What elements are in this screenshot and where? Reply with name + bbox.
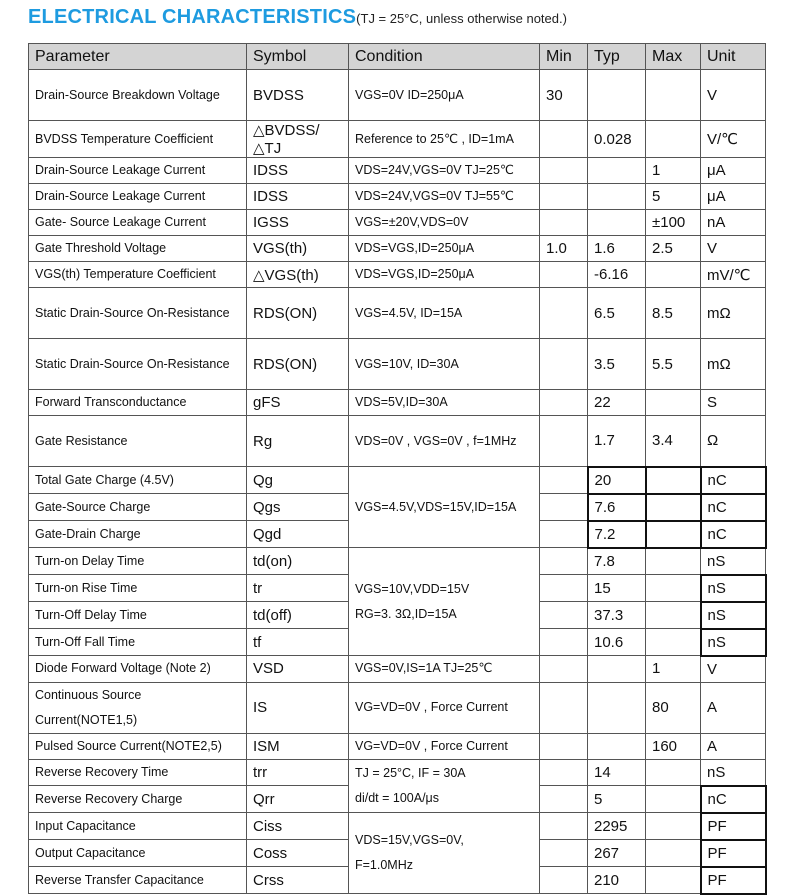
table-row bbox=[29, 548, 766, 575]
condition-cell: VGS=10V, ID=30A bbox=[349, 339, 540, 390]
unit-cell: nS bbox=[701, 575, 766, 602]
symbol-cell: △VGS(th) bbox=[247, 262, 349, 288]
unit-cell: PF bbox=[701, 840, 766, 867]
typ-cell: 7.6 bbox=[588, 494, 646, 521]
parameter-cell: Turn-Off Fall Time bbox=[29, 629, 247, 656]
condition-cell: VGS=4.5V, ID=15A bbox=[349, 288, 540, 339]
min-cell bbox=[540, 548, 588, 575]
symbol-cell: trr bbox=[247, 759, 349, 786]
symbol-cell: IS bbox=[247, 682, 349, 733]
unit-cell: nS bbox=[701, 629, 766, 656]
max-cell bbox=[646, 521, 701, 548]
typ-cell: 1.6 bbox=[588, 236, 646, 262]
min-cell bbox=[540, 786, 588, 813]
unit-cell: mV/℃ bbox=[701, 262, 766, 288]
parameter-cell: Output Capacitance bbox=[29, 840, 247, 867]
symbol-cell: IGSS bbox=[247, 210, 349, 236]
typ-cell bbox=[588, 210, 646, 236]
unit-cell: PF bbox=[701, 813, 766, 840]
max-cell bbox=[646, 867, 701, 894]
symbol-cell: Coss bbox=[247, 840, 349, 867]
condition-cell: VDS=VGS,ID=250μA bbox=[349, 262, 540, 288]
condition-cell: VG=VD=0V , Force Current bbox=[349, 682, 540, 733]
parameter-cell: Reverse Transfer Capacitance bbox=[29, 867, 247, 894]
table-row bbox=[29, 184, 766, 210]
min-cell bbox=[540, 575, 588, 602]
min-cell bbox=[540, 390, 588, 416]
unit-cell: mΩ bbox=[701, 288, 766, 339]
max-cell bbox=[646, 548, 701, 575]
max-cell bbox=[646, 70, 701, 121]
max-cell: 160 bbox=[646, 733, 701, 759]
typ-cell: 0.028 bbox=[588, 121, 646, 158]
condition-cell: VGS=4.5V,VDS=15V,ID=15A bbox=[349, 467, 540, 548]
parameter-cell: Turn-on Delay Time bbox=[29, 548, 247, 575]
max-cell: 1 bbox=[646, 656, 701, 683]
unit-cell: nC bbox=[701, 494, 766, 521]
symbol-cell: △BVDSS/△TJ bbox=[247, 121, 349, 158]
symbol-cell: Rg bbox=[247, 416, 349, 467]
min-cell: 1.0 bbox=[540, 236, 588, 262]
unit-cell: A bbox=[701, 682, 766, 733]
parameter-cell: Drain-Source Breakdown Voltage bbox=[29, 70, 247, 121]
max-cell: 3.4 bbox=[646, 416, 701, 467]
unit-cell: PF bbox=[701, 867, 766, 894]
table-row bbox=[29, 759, 766, 786]
max-cell: 80 bbox=[646, 682, 701, 733]
min-cell bbox=[540, 158, 588, 184]
unit-cell: Ω bbox=[701, 416, 766, 467]
min-cell bbox=[540, 339, 588, 390]
typ-cell: 2295 bbox=[588, 813, 646, 840]
min-cell bbox=[540, 210, 588, 236]
typ-cell: 7.2 bbox=[588, 521, 646, 548]
table-row bbox=[29, 236, 766, 262]
unit-cell: mΩ bbox=[701, 339, 766, 390]
col-header-symbol: Symbol bbox=[247, 44, 349, 70]
table-row bbox=[29, 121, 766, 158]
parameter-cell: Static Drain-Source On-Resistance bbox=[29, 288, 247, 339]
parameter-cell: Pulsed Source Current(NOTE2,5) bbox=[29, 733, 247, 759]
condition-cell: VDS=5V,ID=30A bbox=[349, 390, 540, 416]
table-row bbox=[29, 339, 766, 390]
condition-cell: VGS=0V,IS=1A TJ=25℃ bbox=[349, 656, 540, 683]
condition-cell: VDS=0V , VGS=0V , f=1MHz bbox=[349, 416, 540, 467]
typ-cell: 6.5 bbox=[588, 288, 646, 339]
parameter-cell: Reverse Recovery Time bbox=[29, 759, 247, 786]
typ-cell bbox=[588, 70, 646, 121]
min-cell bbox=[540, 467, 588, 494]
unit-cell: nC bbox=[701, 467, 766, 494]
symbol-cell: VGS(th) bbox=[247, 236, 349, 262]
table-row bbox=[29, 813, 766, 840]
max-cell: ±100 bbox=[646, 210, 701, 236]
typ-cell bbox=[588, 158, 646, 184]
min-cell bbox=[540, 602, 588, 629]
max-cell bbox=[646, 786, 701, 813]
table-row bbox=[29, 288, 766, 339]
typ-cell bbox=[588, 184, 646, 210]
parameter-cell: Turn-on Rise Time bbox=[29, 575, 247, 602]
condition-cell: VGS=10V,VDD=15V RG=3. 3Ω,ID=15A bbox=[349, 548, 540, 656]
unit-cell: nC bbox=[701, 521, 766, 548]
unit-cell: nS bbox=[701, 548, 766, 575]
parameter-cell: Input Capacitance bbox=[29, 813, 247, 840]
col-header-min: Min bbox=[540, 44, 588, 70]
symbol-cell: Qgd bbox=[247, 521, 349, 548]
typ-cell bbox=[588, 682, 646, 733]
symbol-cell: Ciss bbox=[247, 813, 349, 840]
table-row bbox=[29, 416, 766, 467]
max-cell: 8.5 bbox=[646, 288, 701, 339]
symbol-cell: Qgs bbox=[247, 494, 349, 521]
min-cell bbox=[540, 629, 588, 656]
col-header-unit: Unit bbox=[701, 44, 766, 70]
max-cell bbox=[646, 390, 701, 416]
section-subtitle: (TJ = 25°C, unless otherwise noted.) bbox=[356, 11, 567, 26]
typ-cell: 1.7 bbox=[588, 416, 646, 467]
condition-cell: VG=VD=0V , Force Current bbox=[349, 733, 540, 759]
parameter-cell: Drain-Source Leakage Current bbox=[29, 158, 247, 184]
parameter-cell: Gate- Source Leakage Current bbox=[29, 210, 247, 236]
heading bbox=[28, 6, 567, 29]
symbol-cell: RDS(ON) bbox=[247, 288, 349, 339]
typ-cell: 14 bbox=[588, 759, 646, 786]
parameter-cell: Static Drain-Source On-Resistance bbox=[29, 339, 247, 390]
min-cell bbox=[540, 184, 588, 210]
unit-cell: nS bbox=[701, 759, 766, 786]
max-cell bbox=[646, 602, 701, 629]
min-cell bbox=[540, 840, 588, 867]
unit-cell: S bbox=[701, 390, 766, 416]
typ-cell: 20 bbox=[588, 467, 646, 494]
typ-cell bbox=[588, 733, 646, 759]
max-cell bbox=[646, 575, 701, 602]
symbol-cell: ISM bbox=[247, 733, 349, 759]
table-row bbox=[29, 262, 766, 288]
max-cell: 5 bbox=[646, 184, 701, 210]
parameter-cell: Gate Threshold Voltage bbox=[29, 236, 247, 262]
unit-cell: nS bbox=[701, 602, 766, 629]
min-cell bbox=[540, 682, 588, 733]
condition-cell: VDS=24V,VGS=0V TJ=25℃ bbox=[349, 158, 540, 184]
col-header-max: Max bbox=[646, 44, 701, 70]
max-cell bbox=[646, 121, 701, 158]
unit-cell: nA bbox=[701, 210, 766, 236]
table-row bbox=[29, 70, 766, 121]
max-cell bbox=[646, 813, 701, 840]
condition-cell: VDS=VGS,ID=250μA bbox=[349, 236, 540, 262]
section-title: ELECTRICAL CHARACTERISTICS bbox=[28, 6, 357, 28]
symbol-cell: RDS(ON) bbox=[247, 339, 349, 390]
max-cell bbox=[646, 494, 701, 521]
min-cell bbox=[540, 656, 588, 683]
min-cell: 30 bbox=[540, 70, 588, 121]
symbol-cell: IDSS bbox=[247, 184, 349, 210]
min-cell bbox=[540, 867, 588, 894]
parameter-cell: BVDSS Temperature Coefficient bbox=[29, 121, 247, 158]
symbol-cell: Qrr bbox=[247, 786, 349, 813]
typ-cell: -6.16 bbox=[588, 262, 646, 288]
max-cell bbox=[646, 262, 701, 288]
unit-cell: V/℃ bbox=[701, 121, 766, 158]
max-cell: 1 bbox=[646, 158, 701, 184]
condition-cell: VDS=15V,VGS=0V, F=1.0MHz bbox=[349, 813, 540, 894]
col-header-typ: Typ bbox=[588, 44, 646, 70]
table-row bbox=[29, 682, 766, 733]
parameter-cell: Drain-Source Leakage Current bbox=[29, 184, 247, 210]
parameter-cell: Reverse Recovery Charge bbox=[29, 786, 247, 813]
unit-cell: nC bbox=[701, 786, 766, 813]
min-cell bbox=[540, 733, 588, 759]
typ-cell: 210 bbox=[588, 867, 646, 894]
parameter-cell: Gate-Source Charge bbox=[29, 494, 247, 521]
unit-cell: μA bbox=[701, 184, 766, 210]
min-cell bbox=[540, 521, 588, 548]
symbol-cell: tf bbox=[247, 629, 349, 656]
typ-cell: 3.5 bbox=[588, 339, 646, 390]
parameter-cell: Diode Forward Voltage (Note 2) bbox=[29, 656, 247, 683]
min-cell bbox=[540, 759, 588, 786]
parameter-cell: Continuous Source Current(NOTE1,5) bbox=[29, 682, 247, 733]
min-cell bbox=[540, 121, 588, 158]
symbol-cell: Qg bbox=[247, 467, 349, 494]
parameter-cell: Turn-Off Delay Time bbox=[29, 602, 247, 629]
table-row bbox=[29, 158, 766, 184]
symbol-cell: td(on) bbox=[247, 548, 349, 575]
min-cell bbox=[540, 813, 588, 840]
typ-cell: 22 bbox=[588, 390, 646, 416]
typ-cell: 15 bbox=[588, 575, 646, 602]
typ-cell: 10.6 bbox=[588, 629, 646, 656]
symbol-cell: BVDSS bbox=[247, 70, 349, 121]
parameter-cell: Forward Transconductance bbox=[29, 390, 247, 416]
typ-cell: 37.3 bbox=[588, 602, 646, 629]
typ-cell: 7.8 bbox=[588, 548, 646, 575]
max-cell bbox=[646, 467, 701, 494]
parameter-cell: VGS(th) Temperature Coefficient bbox=[29, 262, 247, 288]
unit-cell: V bbox=[701, 236, 766, 262]
min-cell bbox=[540, 262, 588, 288]
condition-cell: VGS=0V ID=250μA bbox=[349, 70, 540, 121]
unit-cell: V bbox=[701, 656, 766, 683]
header-row bbox=[29, 44, 766, 70]
condition-cell: Reference to 25℃ , ID=1mA bbox=[349, 121, 540, 158]
col-header-parameter: Parameter bbox=[29, 44, 247, 70]
min-cell bbox=[540, 494, 588, 521]
max-cell bbox=[646, 840, 701, 867]
table-row bbox=[29, 210, 766, 236]
symbol-cell: tr bbox=[247, 575, 349, 602]
parameter-cell: Total Gate Charge (4.5V) bbox=[29, 467, 247, 494]
table-row bbox=[29, 733, 766, 759]
min-cell bbox=[540, 288, 588, 339]
symbol-cell: gFS bbox=[247, 390, 349, 416]
typ-cell bbox=[588, 656, 646, 683]
table-row bbox=[29, 656, 766, 683]
symbol-cell: IDSS bbox=[247, 158, 349, 184]
unit-cell: μA bbox=[701, 158, 766, 184]
unit-cell: A bbox=[701, 733, 766, 759]
max-cell bbox=[646, 759, 701, 786]
symbol-cell: td(off) bbox=[247, 602, 349, 629]
table-row bbox=[29, 467, 766, 494]
parameter-cell: Gate-Drain Charge bbox=[29, 521, 247, 548]
min-cell bbox=[540, 416, 588, 467]
parameter-cell: Gate Resistance bbox=[29, 416, 247, 467]
condition-cell: VGS=±20V,VDS=0V bbox=[349, 210, 540, 236]
unit-cell: V bbox=[701, 70, 766, 121]
max-cell: 2.5 bbox=[646, 236, 701, 262]
condition-cell: TJ = 25°C, IF = 30A di/dt = 100A/μs bbox=[349, 759, 540, 813]
electrical-characteristics-table bbox=[28, 43, 767, 895]
max-cell bbox=[646, 629, 701, 656]
typ-cell: 5 bbox=[588, 786, 646, 813]
typ-cell: 267 bbox=[588, 840, 646, 867]
symbol-cell: VSD bbox=[247, 656, 349, 683]
condition-cell: VDS=24V,VGS=0V TJ=55℃ bbox=[349, 184, 540, 210]
symbol-cell: Crss bbox=[247, 867, 349, 894]
table-row bbox=[29, 390, 766, 416]
col-header-condition: Condition bbox=[349, 44, 540, 70]
max-cell: 5.5 bbox=[646, 339, 701, 390]
